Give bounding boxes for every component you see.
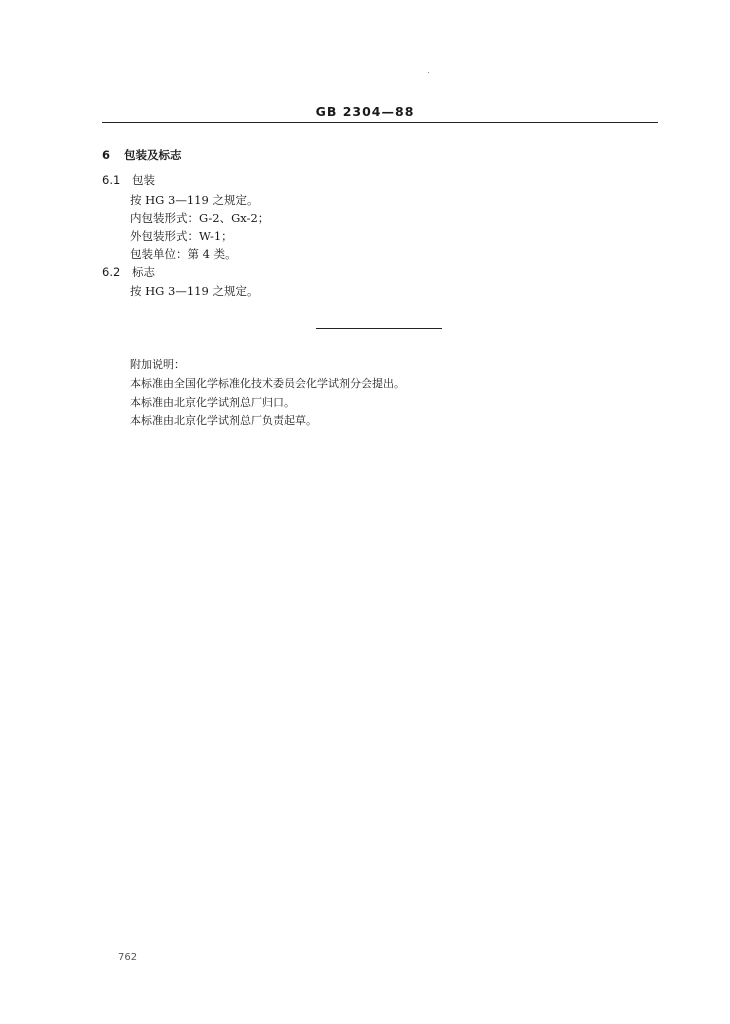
subsection-title: 包装 xyxy=(132,173,155,187)
section-6-2-heading xyxy=(102,264,155,280)
section-6-2-line: 按 HG 3—119 之规定。 xyxy=(130,284,259,298)
page-header: GB 2304—88 xyxy=(315,104,415,119)
section-6-1-line: 内包装形式：G-2、Gx-2； xyxy=(130,211,270,225)
notes-line: 本标准由全国化学标准化技术委员会化学试剂分会提出。 xyxy=(130,377,405,390)
section-title: 包装及标志 xyxy=(124,148,182,162)
section-6-heading xyxy=(102,147,182,163)
section-6-1-line: 按 HG 3—119 之规定。 xyxy=(130,193,259,207)
scan-speck xyxy=(428,72,429,73)
header-rule xyxy=(102,122,658,123)
subsection-number: 6.1 xyxy=(102,173,121,187)
page-number: 762 xyxy=(118,952,138,963)
notes-line: 本标准由北京化学试剂总厂负责起草。 xyxy=(130,414,317,427)
subsection-number: 6.2 xyxy=(102,265,121,279)
section-6-1-line: 包装单位：第 4 类。 xyxy=(130,247,237,261)
end-of-standard-rule xyxy=(316,328,442,329)
notes-title: 附加说明： xyxy=(130,358,185,371)
subsection-title: 标志 xyxy=(132,265,155,279)
notes-line: 本标准由北京化学试剂总厂归口。 xyxy=(130,396,295,409)
section-6-1-line: 外包装形式：W-1； xyxy=(130,229,233,243)
section-number: 6 xyxy=(102,148,111,162)
section-6-1-heading xyxy=(102,172,155,188)
